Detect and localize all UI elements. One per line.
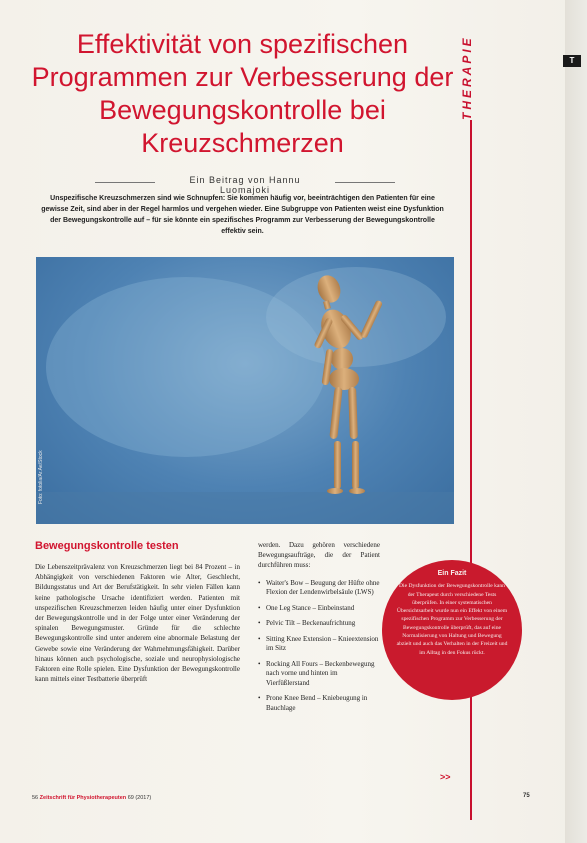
byline-rule-left <box>95 182 155 183</box>
test-list <box>258 579 380 714</box>
issue-label: 69 (2017) <box>127 795 152 801</box>
column-left <box>35 540 240 684</box>
section-rule <box>470 120 472 820</box>
section-tab-marker: T <box>563 55 581 67</box>
footer-left <box>32 795 151 801</box>
facing-page-edge <box>565 0 587 843</box>
byline <box>95 175 395 195</box>
list-item: • Pelvic Tilt – Beckenaufrichtung <box>258 619 380 629</box>
list-item: • One Leg Stance – Einbeinstand <box>258 604 380 614</box>
body-paragraph-continued: werden. Dazu gehören verschiedene Bewegungsaufträge, die der Patient durchführen muss: <box>258 541 380 570</box>
section-label: THERAPIE <box>460 35 474 120</box>
list-item: • Sitting Knee Extension – Knieextension im Sitz <box>258 635 380 654</box>
column-middle <box>258 540 380 719</box>
fazit-heading: Ein Fazit <box>437 570 467 577</box>
article-title: Effektivität von spezifischen Programmen zur Verbesserung der Bewegungskontrolle bei Kreuzschmerzen <box>31 29 454 158</box>
list-item: • Prone Knee Bend – Kniebeugung in Bauchlage <box>258 694 380 713</box>
section-heading: Bewegungskontrolle testen <box>35 540 179 552</box>
byline-rule-right <box>335 182 395 183</box>
photo-credit: Foto: fotolia/Ar.Ae/Stock <box>38 450 44 504</box>
page-number-right: 75 <box>523 793 530 799</box>
magazine-brand: Zeitschrift für Physiotherapeuten <box>39 795 127 801</box>
byline-text: Ein Beitrag von Hannu Luomajoki <box>189 175 301 195</box>
lead-paragraph: Unspezifische Kreuzschmerzen sind wie Schnupfen: Sie kommen häufig vor, beeinträchtigen den Patienten für eine gewisse Zeit, sind aber in der Regel harmlos und vergehen wieder. Eine Subgruppe von Patienten weist eine Dysfunktion der Bewegungskontrolle auf – für sie könnte ein spezifisches Programm zur Verbesserung der Bewegungskontrolle effektiv sein. <box>41 195 444 235</box>
hero-image <box>36 257 454 524</box>
fazit-callout <box>382 560 522 700</box>
fazit-text: Die Dysfunktion der Bewegungskontrolle kann der Therapeut durch verschiedene Tests überprüfen. In einer systematischen Übersichtsarbeit wurde nun ein Effekt von einem spezifischen Programm zur Verbesserung der Bewegungskontrolle überprüft, das auf eine Normalisierung von Haltung und Bewegung abzielt und auch das Verhalten in der Freizeit und im Alltag in den Fokus rückt. <box>396 583 508 656</box>
wooden-mannequin-illustration <box>36 257 454 524</box>
list-item: • Waiter's Bow – Beugung der Hüfte ohne Flexion der Lendenwirbelsäule (LWS) <box>258 579 380 598</box>
page-number-left: 56 <box>32 795 39 801</box>
body-paragraph: Die Lebenszeitprävalenz von Kreuzschmerzen liegt bei 84 Prozent – in Abhängigkeit von verschiedenen Faktoren wie Alter, Geschlecht, Bildungsstatus und Art der Berufstätigkeit. In sehr vielen Fällen kann keine pathologische Ursache identifiziert werden. Patienten mit unspezifischen Kreuzschmerzen leiden häufig unter einer Dysfunktion der Bewegungskontrolle und in der Folge unter einer Veränderung der spinalen Bewegungsmuster. Gründe für die schlechte Bewegungskontrolle sind unter anderem eine abnormale Belastung der Gewebe sowie eine Veränderung der Wahrnehmungsfähigkeit. Darüber hinaus können auch psychologische, soziale und neurophysiologische Faktoren eine Rolle spielen. Eine Dysfunktion der Bewegungskontrolle kann mittels einer Testbatterie überprüft <box>35 563 240 684</box>
continue-arrow: >> <box>440 772 451 782</box>
list-item: • Rocking All Fours – Beckenbewegung nach vorne und hinten im Vierfüßlerstand <box>258 660 380 689</box>
